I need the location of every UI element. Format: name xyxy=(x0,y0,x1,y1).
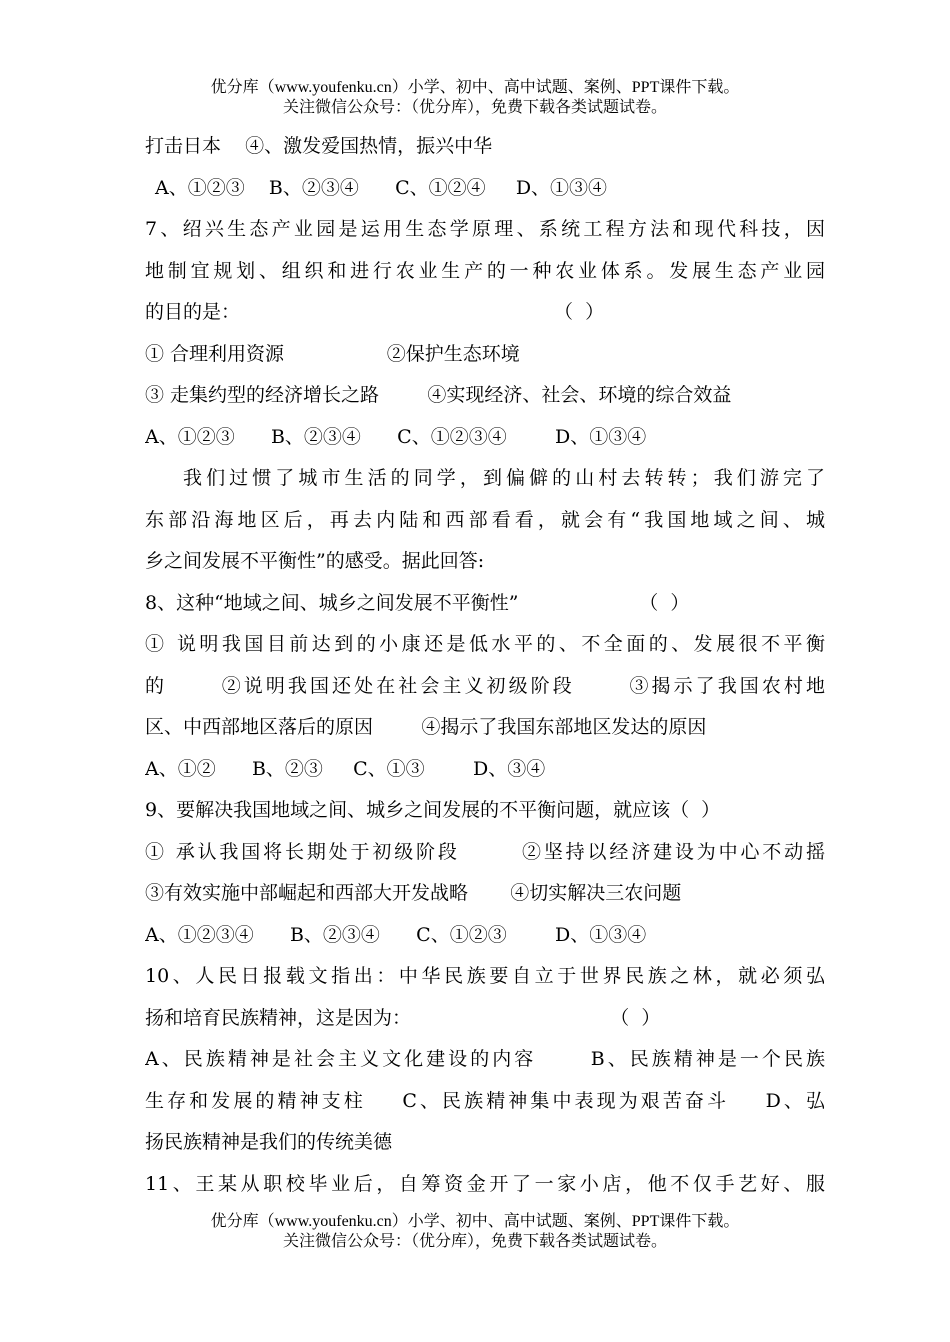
text-line: 我们过惯了城市生活的同学，到偏僻的山村去转转；我们游完了 xyxy=(183,467,825,489)
text-line: 生存和发展的精神支柱 C、民族精神集中表现为艰苦奋斗 D、弘 xyxy=(145,1089,825,1112)
header-line-1: 优分库（www.youfenku.cn）小学、初中、高中试题、案例、PPT课件下载。 xyxy=(210,79,740,96)
footer-line-2: 关注微信公众号：（优分库），免费下载各类试题试卷。 xyxy=(282,1233,667,1250)
text-line: 打击日本 ④、激发爱国热情，振兴中华 xyxy=(145,135,493,157)
text-line: ① 承认我国将长期处于初级阶段 ②坚持以经济建设为中心不动摇 xyxy=(145,840,825,863)
text-line: 7、绍兴生态产业园是运用生态学原理、系统工程方法和现代科技，因 xyxy=(145,218,825,240)
page-header xyxy=(0,78,950,118)
text-line: ① 合理利用资源 ②保护生态环境 xyxy=(145,342,520,365)
text-line: A、①②③ B、②③④ C、①②④ D、①③④ xyxy=(155,176,608,199)
text-line: 区、中西部地区落后的原因 ④揭示了我国东部地区发达的原因 xyxy=(145,716,707,738)
text-line: 地制宜规划、组织和进行农业生产的一种农业体系。发展生态产业园 xyxy=(145,259,825,282)
text-line: ① 说明我国目前达到的小康还是低水平的、不全面的、发展很不平衡 xyxy=(145,633,825,655)
footer-line-1: 优分库（www.youfenku.cn）小学、初中、高中试题、案例、PPT课件下载。 xyxy=(210,1213,740,1230)
text-line: A、①② B、②③ C、①③ D、③④ xyxy=(145,757,546,780)
text-line: 10、人民日报载文指出：中华民族要自立于世界民族之林，就必须弘 xyxy=(145,965,825,987)
text-line: A、民族精神是社会主义文化建设的内容 B、民族精神是一个民族 xyxy=(145,1048,825,1070)
text-line: 东部沿海地区后，再去内陆和西部看看，就会有“我国地域之间、城 xyxy=(145,508,825,531)
document-body xyxy=(145,126,825,1205)
text-line: A、①②③④ B、②③④ C、①②③ D、①③④ xyxy=(145,923,647,946)
text-line: 9、要解决我国地域之间、城乡之间发展的不平衡问题，就应该（ ） xyxy=(145,799,721,821)
text-line: ③ 走集约型的经济增长之路 ④实现经济、社会、环境的综合效益 xyxy=(145,384,732,406)
text-line: 扬民族精神是我们的传统美德 xyxy=(145,1131,393,1153)
text-line: ③有效实施中部崛起和西部大开发战略 ④切实解决三农问题 xyxy=(145,882,682,904)
text-line: 的目的是： （ ） xyxy=(145,301,605,323)
text-line: 的 ②说明我国还处在社会主义初级阶段 ③揭示了我国农村地 xyxy=(145,674,825,697)
page-footer xyxy=(0,1212,950,1252)
text-line: 11、王某从职校毕业后，自筹资金开了一家小店，他不仅手艺好、服 xyxy=(145,1172,825,1195)
header-line-2: 关注微信公众号：（优分库），免费下载各类试题试卷。 xyxy=(282,99,667,116)
text-line: 乡之间发展不平衡性”的感受。据此回答: xyxy=(145,550,485,572)
text-line: A、①②③ B、②③④ C、①②③④ D、①③④ xyxy=(145,425,647,448)
text-line: 扬和培育民族精神，这是因为： （ ） xyxy=(145,1006,661,1029)
text-line: 8、这种“地域之间、城乡之间发展不平衡性” （ ） xyxy=(145,591,690,614)
